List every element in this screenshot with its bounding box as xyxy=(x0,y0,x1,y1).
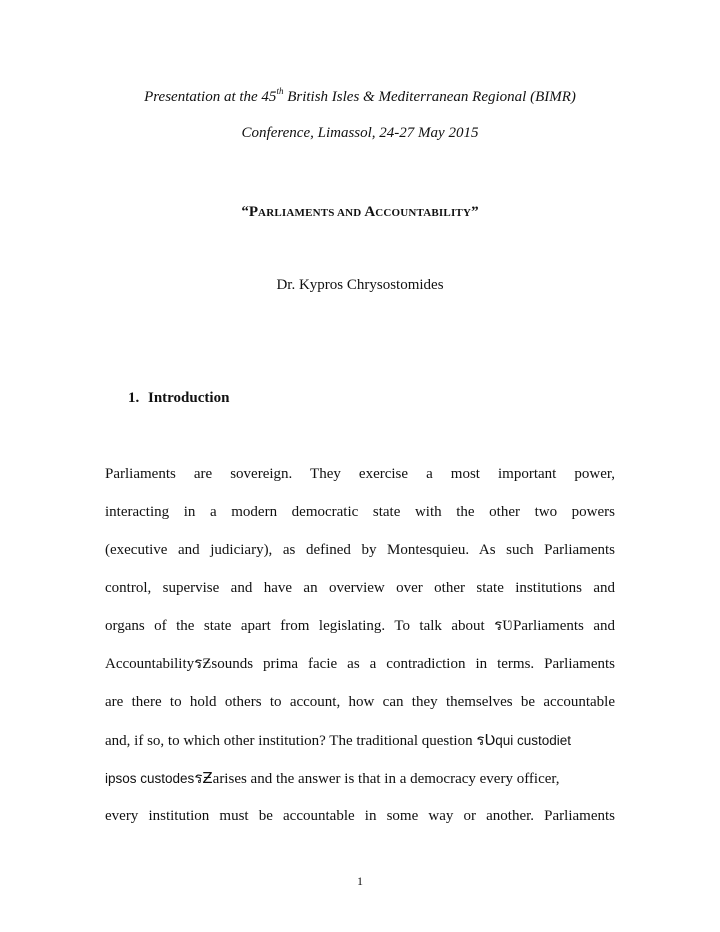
latin-phrase-part1: qui custodiet xyxy=(495,733,572,748)
paragraph-line-8 xyxy=(105,731,619,750)
paragraph-line-7: are there to hold others to account, how can they themselves be accountable xyxy=(105,694,615,710)
paragraph-line-1: Parliaments are sovereign. They exercise a most important power, xyxy=(105,466,615,482)
line8-text: and, if so, to which other institution? The traditional question xyxy=(105,733,477,749)
ordinal-superscript: th xyxy=(276,86,284,96)
paragraph-line-4: control, supervise and have an overview over other state institutions and xyxy=(105,580,615,596)
title-word1-initial: P xyxy=(248,204,259,220)
paper-title xyxy=(0,203,720,222)
title-word2-rest: CCOUNTABILITY xyxy=(375,207,472,219)
section-heading xyxy=(128,389,229,407)
title-word1-rest: ARLIAMENTS AND xyxy=(258,207,365,219)
latin-phrase-part2: ipsos custodes xyxy=(105,771,195,786)
paragraph-line-2: interacting in a modern democratic state with the other two powers xyxy=(105,504,615,520)
close-quote-glyph: รƵ xyxy=(194,769,213,787)
section-title: Introduction xyxy=(148,390,230,406)
paragraph-line-9 xyxy=(105,769,615,788)
paragraph-line-6: AccountabilityรƵsounds prima facie as a contradiction in terms. Parliaments xyxy=(105,656,615,672)
page-number: 1 xyxy=(357,874,363,888)
title-word2-initial: A xyxy=(364,204,376,220)
title-close-quote: ” xyxy=(471,204,479,220)
paragraph-line-3: (executive and judiciary), as defined by Montesquieu. As such Parliaments xyxy=(105,542,615,558)
line9-text: arises and the answer is that in a democracy every officer, xyxy=(212,771,560,787)
conference-line-1-post: British Isles & Mediterranean Regional (BIMR) xyxy=(283,89,576,105)
author-name: Dr. Kypros Chrysostomides xyxy=(276,277,444,293)
paragraph-line-5: organs of the state apart from legislating. To talk about รƲParliaments and xyxy=(105,618,615,634)
open-quote-glyph: รƲ xyxy=(476,731,496,749)
section-number: 1. xyxy=(128,390,140,406)
conference-line-2: Conference, Limassol, 24-27 May 2015 xyxy=(241,125,479,141)
title-open-quote: “ xyxy=(241,204,249,220)
conference-line-1-pre: Presentation at the 45 xyxy=(144,89,277,105)
conference-line-1 xyxy=(0,88,720,106)
paragraph-line-10: every institution must be accountable in some way or another. Parliaments xyxy=(105,808,615,824)
